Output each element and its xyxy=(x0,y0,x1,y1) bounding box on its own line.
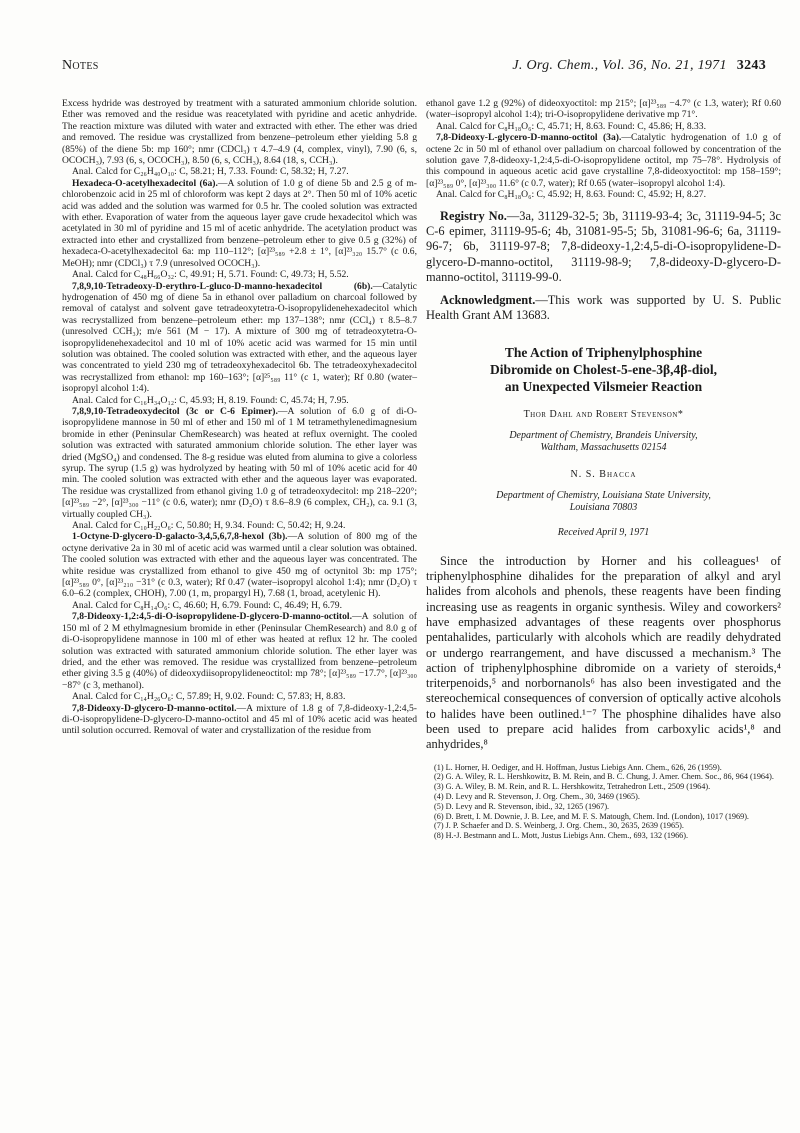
analysis-paragraph: Anal. Calcd for C₈H₁₈O₆: C, 45.92; H, 8.63. Found: C, 45.92; H, 8.27. xyxy=(436,189,707,201)
compound-heading: 7,8-Dideoxy-L-glycero-D-manno-octitol (3a). xyxy=(436,132,622,144)
title-line: an Unexpected Vilsmeier Reaction xyxy=(504,378,703,394)
affiliation xyxy=(426,430,781,455)
author-names: Thor Dahl and Robert Stevenson* xyxy=(523,408,684,420)
reference-item: (6) D. Brett, I. M. Downie, J. B. Lee, and M. F. S. Matough, Chem. Ind. (London), 1017 (1969). xyxy=(434,811,749,821)
title-line: Dibromide on Cholest-5-ene-3β,4β-diol, xyxy=(490,361,717,377)
compound-heading: 7,8-Dideoxy-D-glycero-D-manno-octitol. xyxy=(72,702,237,714)
compound-heading: 7,8,9,10-Tetradeoxydecitol (3c or C-6 Epimer). xyxy=(72,405,278,417)
received-date: Received April 9, 1971 xyxy=(557,526,650,538)
acknowledgment-text: —This work was supported by U. S. Public Health Grant AM 13683. xyxy=(426,293,781,323)
paragraph-text: —A solution of 6.0 g of di-O-isopropylidene mannose in 50 ml of ether and 150 ml of 1 M tetramethylenedimagnesium bromide in ether (Peninsular ChemResearch) was heated at reflux overnight. The cooled solution was extracted with saturated ammonium chloride solution. The ether layer was dried (MgSO₄) and condensed. The 8-g residue was eluted from alumina to give a colorless syrup. The syrup (1.5 g) was hydrolyzed by heating with 50 ml of 10% acetic acid for 40 min. The cooled solution was extracted with ether and the aqueous layer was evaporated. The residue was crystallized from ethanol giving 1.0 g of tetradeoxydecitol: mp 218–220°; [α]²³₅₈₉ −2°, [α]²³₃₀₀ −11° (c 0.6, water); nmr (D₂O) τ 8.6–8.9 (6 complex, CH₂), ca. 9.1 (3, virtually coupled CH₃). xyxy=(62,405,417,520)
paragraph xyxy=(62,406,417,520)
affiliation-line: Waltham, Massachusetts 02154 xyxy=(540,442,667,454)
journal-name: J. Org. Chem., Vol. 36, No. 21, 1971 xyxy=(512,58,727,73)
paragraph xyxy=(426,132,781,189)
introduction-paragraph: Since the introduction by Horner and his colleagues¹ of triphenylphosphine dihalides for the preparation of alkyl and aryl halides from alcohols and phenols, these reagents have been finding increasing use as reagents in organic synthesis. Wiley and coworkers² have emphasized advantages of these reagents over phosphorus pentahalides, particularly with alcohols which are readily dehydrated or undergo rearrangement, and have discussed a mechanism.³ The action of triphenylphosphine dibromide on a variety of steroids,⁴ triterpenoids,⁵ and norbornanols⁶ has also been investigated and the stereochemical consequences of conversion of optically active alcohols to halides have been outlined.¹⁻⁷ The phosphine dihalides have also been used to prepare acid halides from carboxylic acids¹,⁸ and anhydrides,⁸ xyxy=(426,553,781,752)
paragraph-text: —A solution of 800 mg of the octyne derivative 2a in 30 ml of acetic acid was warmed until a clear solution was obtained. The cooled solution was extracted with ether and the aqueous layer was concentrated. The white residue was crystallized from ethanol to give 450 mg of octynitol 3b: mp 175°; [α]²³₅₈₉ 0°, [α]²³₂₁₀ −31° (c 0.3, water); Rf 0.47 (water–isopropyl alcohol 1:4); nmr (D₂O) τ 6.0–6.2 (complex, CHOH), 7.00 (1, m, propargyl H), 7.68 (1, broad, acetylenic H). xyxy=(62,531,418,600)
reference-item: (3) G. A. Wiley, B. M. Rein, and R. L. Hershkowitz, Tetrahedron Lett., 2509 (1964). xyxy=(434,782,711,792)
analysis-paragraph: Anal. Calcd for C₈H₁₈O₆: C, 45.71; H, 8.63. Found: C, 45.86; H, 8.33. xyxy=(436,120,707,132)
compound-heading: 1-Octyne-D-glycero-D-galacto-3,4,5,6,7,8-hexol (3b). xyxy=(72,531,288,543)
page-number: 3243 xyxy=(736,58,766,73)
analysis-paragraph: Anal. Calcd for C₂₆H₄₀O₁₀: C, 58.21; H, 7.33. Found: C, 58.32; H, 7.27. xyxy=(72,166,349,178)
paragraph xyxy=(62,531,417,599)
registry-numbers xyxy=(426,209,781,285)
paragraph: ethanol gave 1.2 g (92%) of dideoxyoctitol: mp 215°; [α]²³₅₈₉ −4.7° (c 1.3, water); Rf 0.60 (water–isopropyl alcohol 1:4); tri-O-isopropylidene derivative mp 71°. xyxy=(426,98,781,121)
reference-item: (5) D. Levy and R. Stevenson, ibid., 32, 1265 (1967). xyxy=(434,801,610,811)
paragraph xyxy=(62,178,417,269)
reference-item: (8) H.-J. Bestmann and L. Mott, Justus Liebigs Ann. Chem., 693, 132 (1966). xyxy=(434,831,689,841)
acknowledgment xyxy=(426,293,781,324)
paragraph: Excess hydride was destroyed by treatment with a saturated ammonium chloride solution. Ether was removed and the residue was reacetylated with pyridine and acetic anhydride. The reaction mixture was diluted with water and extracted with ether. The ether was dried and removed. The residue was crystallized from benzene–petroleum ether yielding 5.8 g (85%) of the diene 5b: mp 160°; nmr (CDCl₃) τ 4.7–4.9 (4, complex, vinyl), 7.90 (6, s, OCOCH₃), 7.93 (6, s, OCOCH₃), 8.50 (6, s, CCH₃), 8.64 (18, s, CCH₃). xyxy=(62,98,417,167)
right-column xyxy=(426,98,781,841)
analysis-paragraph: Anal. Calcd for C₄₈H₆₆O₃₂: C, 49.91; H, 5.71. Found: C, 49.73; H, 5.52. xyxy=(72,269,349,281)
compound-heading: 7,8,9,10-Tetradeoxy-D-erythro-L-gluco-D-manno-hexadecitol (6b). xyxy=(72,280,373,292)
analysis-paragraph: Anal. Calcd for C₁₀H₂₂O₆: C, 50.80; H, 9.34. Found: C, 50.42; H, 9.24. xyxy=(72,520,346,532)
paragraph-text: —Catalytic hydrogenation of 1.0 g of octene 2c in 50 ml of ethanol over palladium on charcoal followed by concentration of the solution gave 7,8-dideoxy-1,2:4,5-di-O-isopropylidene octitol, mp 75–78°. Hydrolysis of this compound in aqueous acetic acid gave crystalline 7,8-dideoxyoctitol: mp 158–159°; [α]²³₅₈₉ 0°, [α]²³₃₀₀ 11.6° (c 0.7, water); Rf 0.65 (water–isopropyl alcohol 1:4). xyxy=(426,132,781,189)
journal-citation xyxy=(512,58,766,74)
references xyxy=(426,763,781,841)
reference-item: (1) L. Horner, H. Oediger, and H. Hoffman, Justus Liebigs Ann. Chem., 626, 26 (1959). xyxy=(434,762,722,772)
reference-item: (7) J. P. Schaefer and D. S. Weinberg, J. Org. Chem., 30, 2635, 2639 (1965). xyxy=(434,821,684,831)
acknowledgment-heading: Acknowledgment. xyxy=(440,293,536,308)
paragraph xyxy=(62,703,417,737)
registry-text: —3a, 31129-32-5; 3b, 31119-93-4; 3c, 31119-94-5; 3c C-6 epimer, 31119-95-6; 4b, 31081-95-5; 5b, 31081-96-6; 6a, 31119-96-7; 6b, 31119-97-8; 7,8-dideoxy-1,2:4,5-di-O-isopropylidene-D-glycero-D-manno-octitol, 31119-98-9; 7,8-dideoxy-D-glycero-D-manno-octitol, 31119-99-0. xyxy=(426,208,781,284)
journal-page xyxy=(40,58,781,1118)
section-label: Notes xyxy=(62,58,99,73)
reference-item: (2) G. A. Wiley, R. L. Hershkowitz, B. M. Rein, and B. C. Chung, J. Amer. Chem. Soc., 86, 964 (1964). xyxy=(434,772,774,782)
reference-item: (4) D. Levy and R. Stevenson, J. Org. Chem., 30, 3469 (1965). xyxy=(434,791,640,801)
paragraph-text: —Catalytic hydrogenation of 450 mg of diene 5a in ethanol over palladium on charcoal followed by removal of catalyst and solvent gave tetradeoxytetra-O-isopropylidenehexadecitol which was recrystallized from benzene–petroleum ether: mp 137–138°; nmr (CCl₄) τ 8.5–8.7 (unresolved CCH₃); m/e 561 (M − 17). A mixture of 300 mg of tetradeoxytetra-O-isopropylidenehexadecitol and 10 ml of 10% acetic acid was warmed for 15 min until solution was obtained. The cooled solution was extracted with ether, and the aqueous layer was concentrated to yield 230 mg of tetradeoxyhexadecitol 6b. The tetradeoxyhexadecitol was recrystallized from ethanol: mp 160–163°; [α]²⁵₅₈₉ 11° (c 1, water); Rf 0.80 (water–isopropyl alcohol 1:4). xyxy=(62,280,417,395)
paragraph-text: —A mixture of 1.8 g of 7,8-dideoxy-1,2:4,5-di-O-isopropylidene-D-glycero-D-manno-octitol and 45 ml of 10% acetic acid was heated until solution occurred. Removal of water and crystallization of the residue from xyxy=(62,702,417,737)
analysis-paragraph: Anal. Calcd for C₁₆H₃₄O₁₂: C, 45.93; H, 8.19. Found: C, 45.74; H, 7.95. xyxy=(72,394,349,406)
affiliation-line: Department of Chemistry, Louisiana State University, xyxy=(496,489,711,501)
left-column xyxy=(62,98,417,737)
registry-heading: Registry No. xyxy=(440,208,507,223)
compound-heading: Hexadeca-O-acetylhexadecitol (6a). xyxy=(72,177,218,189)
affiliation xyxy=(426,490,781,515)
analysis-paragraph: Anal. Calcd for C₁₄H₂₆O₆: C, 57.89; H, 9.02. Found: C, 57.83; H, 8.83. xyxy=(72,691,346,703)
paragraph-text: —A solution of 1.0 g of diene 5b and 2.5 g of m-chlorobenzoic acid in 25 ml of chloroform was kept 2 days at 2°. Then 50 ml of 10% acetic acid was added and the solution was warmed for 0.5 hr. The cooled solution was extracted with ether. Evaporation of water from the aqueous layer gave crude hexadecitol which was acetylated in 30 ml of pyridine and 15 ml of acetic anhydride. The acetylation product was extracted into ether and crystallized from benzene–petroleum ether to give 0.5 g (32%) of hexadeca-O-acetylhexadecitol 6a: mp 110–112°; [α]²³₅₈₉ +2.8 ± 1°, [α]²³₃₂₀ 15.7° (c 0.6, MeOH); nmr (CDCl₃) τ 7.9 (unresolved OCOCH₃). xyxy=(62,177,418,269)
affiliation-line: Department of Chemistry, Brandeis University, xyxy=(509,429,698,441)
paragraph xyxy=(62,281,417,395)
paragraph xyxy=(62,611,417,691)
article-title xyxy=(426,344,781,395)
paragraph-text: —A solution of 150 ml of 2 M ethylmagnesium bromide in ether (Peninsular ChemResearch) and 8.0 g of di-O-isopropylidene mannose in 100 ml of ether was heated at reflux 12 hr. The cooled solution was extracted with saturated ammonium chloride solution. The ether layer was dried, and the ether was removed. The residue was crystallized from benzene–petroleum ether giving 3.5 g (40%) of dideoxydiisopropylideneoctitol: mp 78°; [α]²³₅₈₉ −17.7°, [α]²³₃₀₀ −87° (c 3, methanol). xyxy=(62,611,417,691)
compound-heading: 7,8-Dideoxy-1,2:4,5-di-O-isopropylidene-D-glycero-D-manno-octitol. xyxy=(72,611,352,623)
author-name: N. S. Bhacca xyxy=(570,468,637,480)
title-line: The Action of Triphenylphosphine xyxy=(504,344,703,360)
affiliation-line: Louisiana 70803 xyxy=(569,502,638,514)
running-head xyxy=(40,58,766,78)
analysis-paragraph: Anal. Calcd for C₈H₁₄O₆: C, 46.60; H, 6.79. Found: C, 46.49; H, 6.79. xyxy=(72,599,343,611)
